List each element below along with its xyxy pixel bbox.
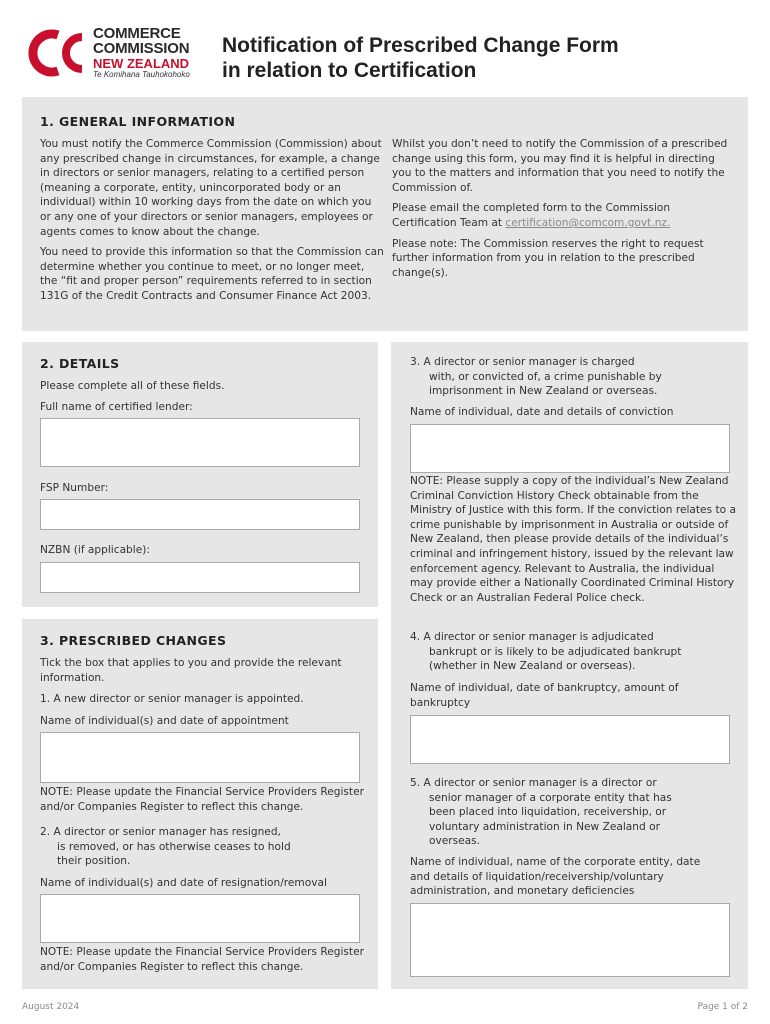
change-item-5-line-1: 5. A director or senior manager is a director or — [410, 777, 657, 789]
general-paragraph-3: Whilst you don’t need to notify the Commission of a prescribed change using this form, you may find it is helpful in directing you to the matters and information that you need to notify the Commission of. — [392, 138, 728, 194]
details-panel — [22, 342, 378, 607]
title-line-1: Notification of Prescribed Change Form — [222, 34, 619, 57]
general-paragraph-1: You must notify the Commerce Commission (Commission) about any prescribed change in circumstances, for example, a change in directors or senior managers, relating to a certified person (meaning a corporate, entity, unincorporated body or an individual) within 10 working days from the date on which you or any one of your directors or senior managers, employees or agents comes to know about the change. — [40, 138, 382, 238]
footer-page-number: Page 1 of 2 — [697, 1002, 748, 1012]
fsp-number-field[interactable] — [40, 499, 360, 530]
bankruptcy-details-field[interactable] — [410, 715, 730, 764]
change-item-4 — [410, 630, 681, 674]
logo-line-4: Te Komihana Tauhokohoko — [93, 70, 190, 79]
general-right-column — [392, 137, 728, 280]
details-intro: Please complete all of these fields. — [40, 380, 225, 392]
title-line-2: in relation to Certification — [222, 59, 477, 82]
change-item-5-line-3: been placed into liquidation, receivership, or — [429, 806, 667, 819]
change-item-3-line-2: with, or convicted of, a crime punishable by — [429, 370, 662, 383]
change-item-1-label: Name of individual(s) and date of appointment — [40, 715, 289, 727]
change-item-3-line-3: imprisonment in New Zealand or overseas. — [429, 385, 658, 398]
change-item-5-line-5: overseas. — [429, 835, 481, 848]
change-item-2-line-3: their position. — [57, 855, 131, 868]
change-item-5-line-2: senior manager of a corporate entity that has — [429, 791, 672, 804]
change-item-4-label: Name of individual, date of bankruptcy, amount of bankruptcy — [410, 682, 679, 709]
change-item-2-line-2: is removed, or has otherwise ceases to hold — [57, 840, 291, 853]
logo-line-1: COMMERCE — [93, 25, 181, 42]
change-item-2-line-1: 2. A director or senior manager has resigned, — [40, 826, 281, 838]
details-heading: 2. DETAILS — [40, 356, 120, 371]
right-column-panel — [391, 342, 748, 989]
change-item-4-line-1: 4. A director or senior manager is adjudicated — [410, 631, 654, 643]
resignation-details-field[interactable] — [40, 894, 360, 943]
change-item-4-line-2: bankrupt or is likely to be adjudicated bankrupt — [429, 645, 682, 658]
page-title — [222, 33, 619, 83]
general-information-panel — [22, 97, 748, 331]
footer-date: August 2024 — [22, 1002, 80, 1012]
change-item-2 — [40, 825, 291, 869]
change-item-2-note: NOTE: Please update the Financial Service Providers Register and/or Companies Register to reflect this change. — [40, 946, 364, 973]
lender-name-label: Full name of certified lender: — [40, 401, 193, 413]
email-instruction: Please email the completed form to the Commission Certification Team at — [392, 202, 671, 229]
general-paragraph-2: You need to provide this information so that the Commission can determine whether you continue to meet, or no longer meet, the “fit and proper person” requirements referred to in section 131G of the Credit Contracts and Consumer Finance Act 2003. — [40, 246, 384, 302]
change-item-1: 1. A new director or senior manager is appointed. — [40, 693, 304, 705]
conviction-details-field[interactable] — [410, 424, 730, 473]
change-item-5-line-4: voluntary administration in New Zealand or — [429, 820, 660, 833]
liquidation-details-field[interactable] — [410, 903, 730, 977]
nzbn-label: NZBN (if applicable): — [40, 544, 150, 556]
general-left-column — [40, 137, 384, 304]
change-item-3-line-1: 3. A director or senior manager is charged — [410, 356, 635, 368]
general-paragraph-5: Please note: The Commission reserves the right to request further information from you in relation to the prescribed change(s). — [392, 237, 704, 279]
prescribed-changes-heading: 3. PRESCRIBED CHANGES — [40, 633, 227, 648]
logo-line-2: COMMISSION — [93, 40, 190, 57]
change-item-2-label: Name of individual(s) and date of resignation/removal — [40, 877, 327, 889]
logo-wordmark — [93, 26, 190, 79]
nzbn-field[interactable] — [40, 562, 360, 593]
change-item-3-label: Name of individual, date and details of conviction — [410, 406, 674, 418]
appointment-details-field[interactable] — [40, 732, 360, 783]
general-paragraph-4 — [392, 201, 728, 230]
prescribed-changes-panel — [22, 619, 378, 989]
change-item-1-note: NOTE: Please update the Financial Service Providers Register and/or Companies Register to reflect this change. — [40, 786, 364, 813]
lender-name-field[interactable] — [40, 418, 360, 467]
change-item-5-label: Name of individual, name of the corporate entity, date and details of liquidation/receivership/voluntary administration, and monetary deficiencies — [410, 856, 701, 898]
change-item-4-line-3: (whether in New Zealand or overseas). — [429, 660, 636, 673]
fsp-number-label: FSP Number: — [40, 482, 109, 494]
change-item-5 — [410, 776, 672, 849]
logo-line-3: NEW ZEALAND — [93, 56, 190, 71]
prescribed-changes-intro: Tick the box that applies to you and provide the relevant information. — [40, 657, 342, 684]
change-item-3 — [410, 355, 662, 399]
certification-email-link[interactable]: certification@comcom.govt.nz. — [505, 216, 671, 229]
general-information-heading: 1. GENERAL INFORMATION — [40, 114, 236, 129]
change-item-3-note: NOTE: Please supply a copy of the individual’s New Zealand Criminal Conviction History Check obtainable from the Ministry of Justice with this form. If the conviction relates to a crime punishable by imprisonment in Australia or outside of New Zealand, then please provide details of the individual’s criminal and infringement history, issued by the relevant law enforcement agency. Relevant to Australia, the individual may provide either a Nationally Coordinated Criminal History Check or an Australian Federal Police check. — [410, 475, 736, 604]
